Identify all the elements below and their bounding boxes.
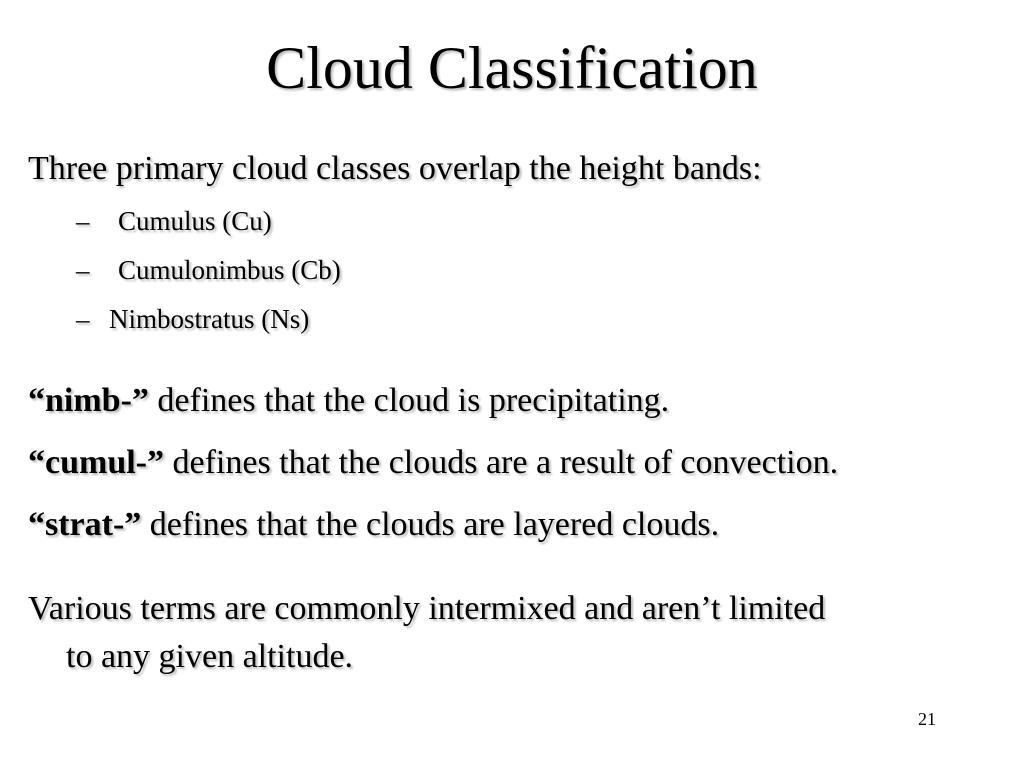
definition-text: defines that the cloud is precipitating. xyxy=(148,382,670,419)
definition-term: “cumul-” xyxy=(28,444,164,481)
definition-cumul xyxy=(28,443,838,483)
bullet-nimbostratus xyxy=(76,302,309,336)
bullet-label: Nimbostratus (Ns) xyxy=(109,304,310,334)
bullet-label: Cumulonimbus (Cb) xyxy=(118,255,341,285)
slide-title: Cloud Classification xyxy=(266,35,758,101)
page-number: 21 xyxy=(918,709,936,729)
definition-term: “nimb-” xyxy=(28,382,149,419)
closing-line-1: Various terms are commonly intermixed and aren’t limited xyxy=(28,590,826,627)
definition-text: defines that the clouds are layered clouds. xyxy=(141,506,720,543)
definition-nimb xyxy=(28,381,669,421)
closing-line-2: to any given altitude. xyxy=(66,638,354,675)
dash-bullet-icon: – xyxy=(76,304,90,334)
definition-text: defines that the clouds are a result of convection. xyxy=(164,444,839,481)
bullet-label: Cumulus (Cu) xyxy=(118,206,272,236)
bullet-cumulus xyxy=(76,204,272,238)
dash-bullet-icon: – xyxy=(76,206,90,236)
definition-term: “strat-” xyxy=(28,506,142,543)
intro-text: Three primary cloud classes overlap the height bands: xyxy=(28,150,762,187)
definition-strat xyxy=(28,505,719,545)
bullet-cumulonimbus xyxy=(76,253,341,287)
dash-bullet-icon: – xyxy=(76,255,90,285)
